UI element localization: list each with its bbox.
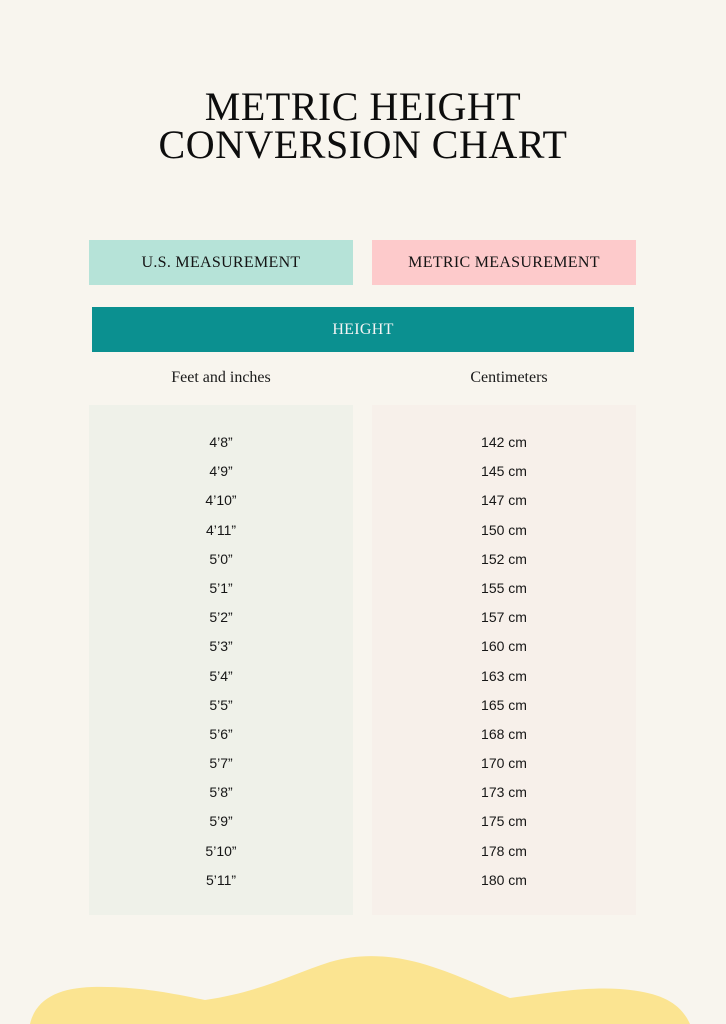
us-height-value: 4’10” <box>205 492 237 509</box>
us-values-column <box>89 405 353 915</box>
us-height-value: 5’8” <box>209 784 233 801</box>
metric-height-value: 163 cm <box>481 667 527 684</box>
us-height-value: 5’0” <box>209 550 233 567</box>
us-height-value: 5’5” <box>209 696 233 713</box>
centimeters-column-label: Centimeters <box>470 369 548 386</box>
us-height-value: 5’6” <box>209 725 233 742</box>
metric-height-value: 180 cm <box>481 871 527 888</box>
metric-height-value: 142 cm <box>481 434 527 450</box>
metric-height-value: 155 cm <box>481 579 527 596</box>
metric-height-value: 145 cm <box>481 463 527 480</box>
metric-height-value: 157 cm <box>481 609 527 626</box>
metric-values-column <box>372 405 636 915</box>
metric-height-value: 150 cm <box>481 521 527 538</box>
metric-height-value: 160 cm <box>481 638 527 655</box>
feet-inches-column-label: Feet and inches <box>171 369 271 386</box>
page-title-line-1: METRIC HEIGHT <box>204 84 522 129</box>
page-title <box>0 84 726 167</box>
metric-measurement-header: METRIC MEASUREMENT <box>372 240 636 285</box>
metric-height-value: 152 cm <box>481 550 527 567</box>
us-height-value: 5’11” <box>205 871 237 888</box>
us-height-value: 4’11” <box>205 521 237 538</box>
us-height-value: 5’2” <box>209 609 233 626</box>
metric-height-value: 165 cm <box>481 696 527 713</box>
us-height-value: 5’1” <box>209 579 233 596</box>
wave-shape <box>30 956 690 1024</box>
us-height-value: 4’8” <box>209 434 233 450</box>
us-height-value: 5’3” <box>209 638 233 655</box>
decorative-wave <box>0 940 726 1024</box>
us-height-value: 5’9” <box>209 813 233 830</box>
us-measurement-header: U.S. MEASUREMENT <box>89 240 353 285</box>
page-title-line-2: CONVERSION CHART <box>158 122 568 167</box>
metric-height-value: 147 cm <box>481 492 527 509</box>
us-height-value: 5’4” <box>209 667 233 684</box>
metric-height-value: 173 cm <box>481 784 527 801</box>
metric-height-value: 168 cm <box>481 725 527 742</box>
us-height-value: 5’7” <box>209 755 233 772</box>
us-height-value: 5’10” <box>205 842 237 859</box>
height-section-bar: HEIGHT <box>92 307 634 352</box>
metric-height-value: 175 cm <box>481 813 527 830</box>
metric-height-value: 178 cm <box>481 842 527 859</box>
metric-height-value: 170 cm <box>481 755 527 772</box>
us-height-value: 4’9” <box>209 463 233 480</box>
